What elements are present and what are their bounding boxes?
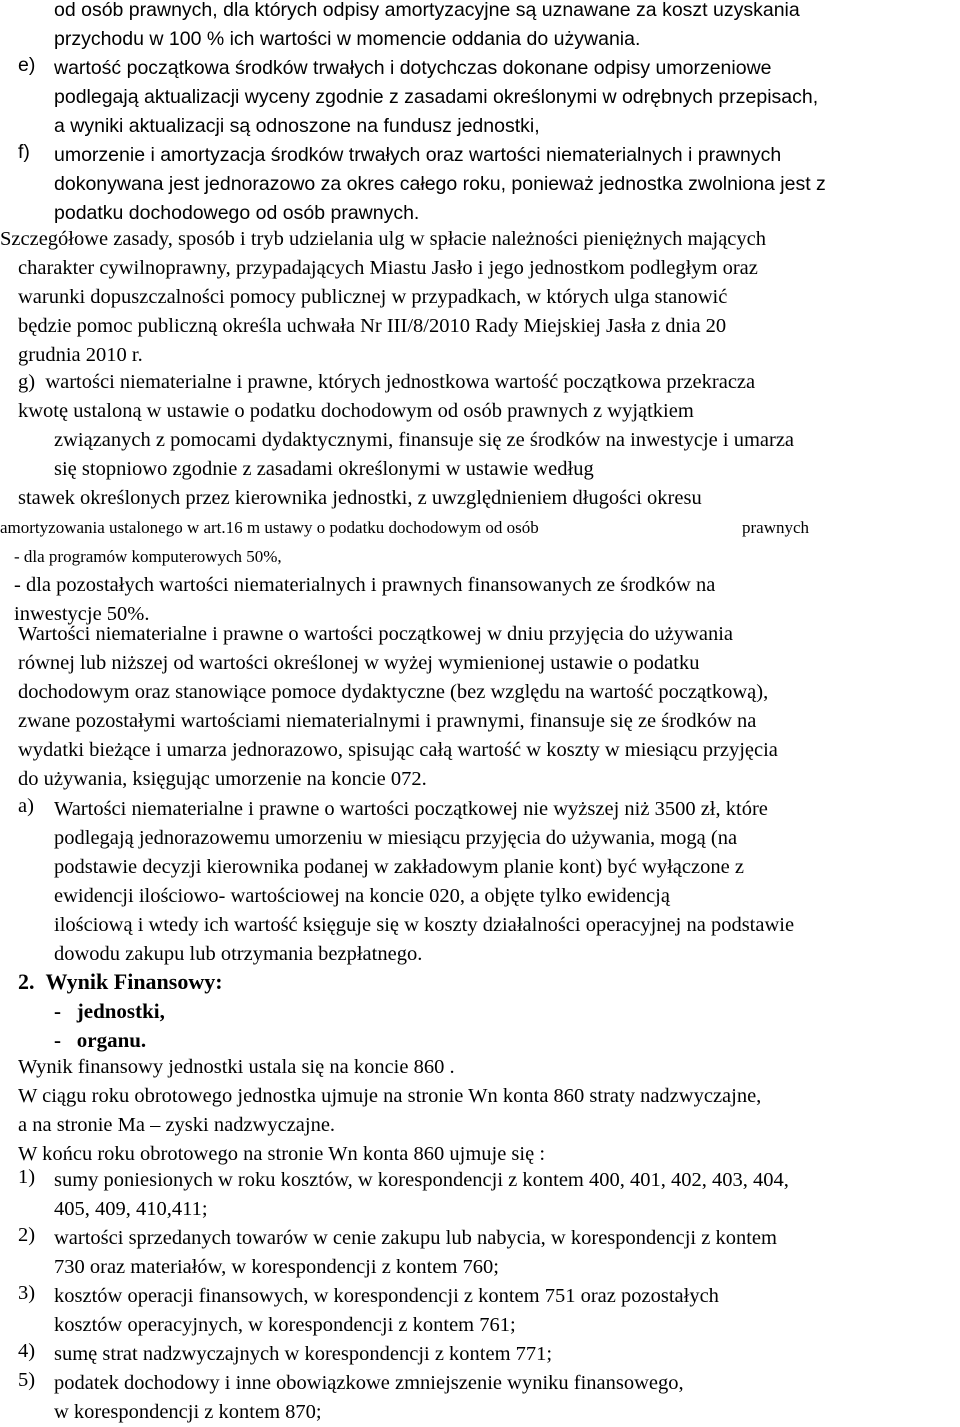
text-line: Wynik finansowy jednostki ustala się na koncie 860 .	[18, 1056, 455, 1078]
text-line: wartość początkowa środków trwałych i dotychczas dokonane odpisy umorzeniowe	[54, 57, 772, 79]
text-line: od osób prawnych, dla których odpisy amortyzacyjne są uznawane za koszt uzyskania	[54, 0, 800, 21]
text-line: 405, 409, 410,411;	[54, 1198, 208, 1220]
text-line: przychodu w 100 % ich wartości w momencie oddania do używania.	[54, 28, 641, 50]
text-line: podlegają aktualizacji wyceny zgodnie z zasadami określonymi w odrębnych przepisach,	[54, 86, 819, 108]
list-item-a	[0, 795, 956, 969]
text-line: wydatki bieżące i umarza jednorazowo, spisując całą wartość w koszty w miesiącu przyjęcia	[18, 739, 778, 761]
text-line: równej lub niższej od wartości określonej w wyżej wymienionej ustawie o podatku	[18, 652, 700, 674]
text-line: dowodu zakupu lub otrzymania bezpłatnego.	[54, 943, 423, 965]
bullet-text: jednostki,	[76, 999, 165, 1023]
numbered-item	[0, 1282, 956, 1340]
text-line: wartości niematerialne i prawne, których jednostkowa wartość początkowa przekracza	[45, 371, 756, 393]
text-line: kosztów operacyjnych, w korespondencji z kontem 761;	[54, 1314, 516, 1336]
text-line: prawnych	[742, 518, 810, 537]
list-item-label: f)	[18, 141, 30, 163]
section-bullets	[54, 997, 165, 1055]
rate-line: - dla programów komputerowych 50%,	[14, 547, 282, 566]
numbered-list	[0, 1166, 956, 1427]
list-item-f	[0, 141, 956, 228]
text-line: amortyzowania ustalonego w art.16 m ustawy o podatku dochodowym od osób	[0, 518, 539, 537]
list-item-label: a)	[18, 795, 34, 817]
list-item-label: 4)	[18, 1340, 36, 1362]
text-line: Wartości niematerialne i prawne o wartości początkowej w dniu przyjęcia do używania	[18, 623, 733, 645]
section-title: Wynik Finansowy:	[45, 969, 223, 994]
rate-line: - dla pozostałych wartości niematerialnych i prawnych finansowanych ze środków na	[14, 574, 716, 596]
list-item-e	[0, 54, 956, 141]
text-line: umorzenie i amortyzacja środków trwałych oraz wartości niematerialnych i prawnych	[54, 144, 782, 166]
bullet-text: organu.	[76, 1028, 147, 1052]
text-line: kosztów operacji finansowych, w korespondencji z kontem 751 oraz pozostałych	[54, 1285, 719, 1307]
bullet-dash: -	[54, 999, 61, 1023]
text-line: stawek określonych przez kierownika jednostki, z uwzględnieniem długości okresu	[18, 487, 702, 509]
text-line: się stopniowo zgodnie z zasadami określonymi w ustawie według	[54, 458, 594, 480]
text-line: podstawie decyzji kierownika podanej w zakładowym planie kont) być wyłączone z	[54, 856, 744, 878]
bullet-item	[54, 997, 165, 1026]
rate-line: inwestycje 50%.	[14, 603, 150, 625]
text-line: podlegają jednorazowemu umorzeniu w miesiącu przyjęcia do używania, mogą (na	[54, 827, 738, 849]
text-line: sumy poniesionych w roku kosztów, w korespondencji z kontem 400, 401, 402, 403, 404,	[54, 1169, 789, 1191]
item-g-first-line	[18, 368, 956, 397]
text-line: zwane pozostałymi wartościami niematerialnymi i prawnymi, finansuje się ze środków na	[18, 710, 757, 732]
list-item-label: 2)	[18, 1224, 36, 1246]
text-line: W ciągu roku obrotowego jednostka ujmuje na stronie Wn konta 860 straty nadzwyczajne,	[18, 1085, 762, 1107]
text-line: w korespondencji z kontem 870;	[54, 1401, 322, 1423]
numbered-item	[0, 1224, 956, 1282]
text-line: dokonywana jest jednorazowo za okres całego roku, ponieważ jednostka zwolniona jest z	[54, 173, 826, 195]
item-d-tail	[54, 0, 956, 54]
wynik-paragraphs	[18, 1053, 956, 1169]
text-line: wartości sprzedanych towarów w cenie zakupu lub nabycia, w korespondencji z kontem	[54, 1227, 777, 1249]
text-line: sumę strat nadzwyczajnych w korespondencji z kontem 771;	[54, 1343, 553, 1365]
text-line: kwotę ustaloną w ustawie o podatku dochodowym od osób prawnych z wyjątkiem	[18, 400, 694, 422]
list-item-label: e)	[18, 54, 36, 76]
list-item-label: g)	[18, 371, 36, 393]
text-line: ilościową i wtedy ich wartość księguje się w koszty działalności operacyjnej na podstawie	[54, 914, 795, 936]
item-g-art-line	[0, 513, 900, 542]
text-line: związanych z pomocami dydaktycznymi, finansuje się ze środków na inwestycje i umarza	[54, 429, 795, 451]
pozostale-paragraph	[18, 620, 956, 794]
text-line: W końcu roku obrotowego na stronie Wn konta 860 ujmuje się :	[18, 1143, 546, 1165]
bullet-dash: -	[54, 1028, 61, 1052]
list-item-label: 1)	[18, 1166, 36, 1188]
text-line: warunki dopuszczalności pomocy publicznej w przypadkach, w których ulga stanowić	[18, 286, 728, 308]
section-heading	[18, 965, 223, 999]
bullet-item	[54, 1026, 165, 1055]
numbered-item	[0, 1166, 956, 1224]
text-line: dochodowym oraz stanowiące pomoce dydaktyczne (bez względu na wartość początkową),	[18, 681, 769, 703]
text-line: a wyniki aktualizacji są odnoszone na fundusz jednostki,	[54, 115, 540, 137]
text-line: charakter cywilnoprawny, przypadających Miastu Jasło i jego jednostkom podległym oraz	[18, 257, 758, 279]
section-number: 2.	[18, 969, 35, 994]
text-line: będzie pomoc publiczną określa uchwała Nr III/8/2010 Rady Miejskiej Jasła z dnia 20	[18, 315, 727, 337]
text-line: Wartości niematerialne i prawne o wartości początkowej nie wyższej niż 3500 zł, które	[54, 798, 768, 820]
numbered-item	[0, 1340, 956, 1369]
text-line: do używania, księgując umorzenie na koncie 072.	[18, 768, 427, 790]
list-item-g	[0, 368, 956, 629]
text-line: Szczegółowe zasady, sposób i tryb udzielania ulg w spłacie należności pieniężnych mających	[0, 228, 766, 250]
list-item-label: 5)	[18, 1369, 36, 1391]
text-line: ewidencji ilościowo- wartościowej na koncie 020, a objęte tylko ewidencją	[54, 885, 670, 907]
numbered-item	[0, 1369, 956, 1427]
list-item-label: 3)	[18, 1282, 36, 1304]
text-line: podatek dochodowy i inne obowiązkowe zmniejszenie wyniku finansowego,	[54, 1372, 684, 1394]
text-line: a na stronie Ma – zyski nadzwyczajne.	[18, 1114, 336, 1136]
text-line: 730 oraz materiałów, w korespondencji z kontem 760;	[54, 1256, 499, 1278]
text-line: podatku dochodowego od osób prawnych.	[54, 202, 420, 224]
text-line: grudnia 2010 r.	[18, 344, 143, 366]
ulgi-paragraph	[0, 225, 956, 370]
